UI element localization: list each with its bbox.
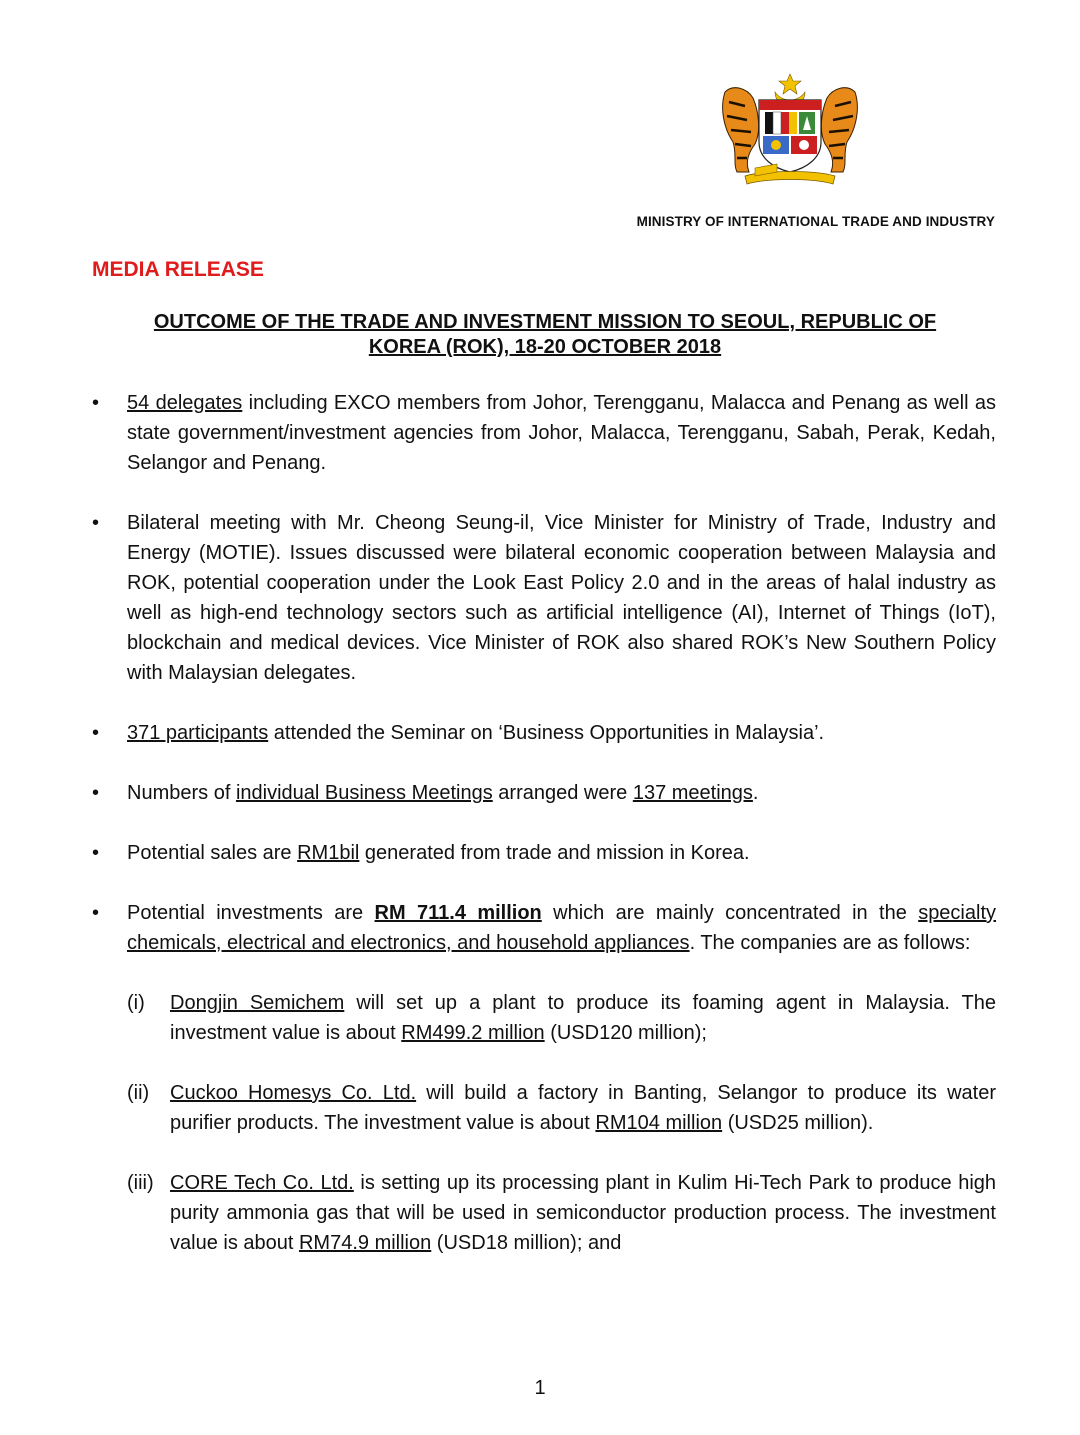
investment-value: RM74.9 million <box>298 1232 432 1254</box>
investments-text-2: which are mainly concentrated in the <box>541 902 919 924</box>
outcome-list <box>92 388 996 1258</box>
investment-value: RM499.2 million <box>401 1022 545 1044</box>
page-number: 1 <box>534 1377 546 1399</box>
meetings-text-1: Numbers of <box>127 782 236 804</box>
outcome-seminar <box>92 718 996 748</box>
release-title <box>92 310 998 360</box>
company-text-end: (USD18 million); and <box>431 1232 622 1254</box>
title-line-2: KOREA (ROK), 18-20 OCTOBER 2018 <box>368 336 722 358</box>
document-type-heading: MEDIA RELEASE <box>92 258 264 281</box>
outcome-potential-sales <box>92 838 996 868</box>
meetings-type: individual Business Meetings <box>235 782 493 804</box>
outcome-business-meetings <box>92 778 996 808</box>
investments-text-1: Potential investments are <box>127 902 375 924</box>
item-number: (ii) <box>127 1082 150 1104</box>
delegates-count: 54 delegates <box>127 392 243 414</box>
ministry-name: MINISTRY OF INTERNATIONAL TRADE AND INDUSTRY <box>636 214 995 229</box>
coat-of-arms-icon <box>715 72 865 192</box>
company-list <box>127 988 996 1258</box>
company-text-end: (USD120 million); <box>544 1022 707 1044</box>
company-name: Cuckoo Homesys Co. Ltd. <box>170 1082 417 1104</box>
seminar-text: attended the Seminar on ‘Business Opportunities in Malaysia’. <box>268 722 825 744</box>
company-name: Dongjin Semichem <box>170 992 345 1014</box>
investments-text-3: . The companies are as follows: <box>689 932 971 954</box>
company-item <box>127 1078 996 1138</box>
title-line-1: OUTCOME OF THE TRADE AND INVESTMENT MISSION TO SEOUL, REPUBLIC OF <box>153 311 937 333</box>
company-text: is setting up its processing plant in Kulim Hi-Tech Park to produce high purity ammonia gas that will be used in semiconductor production process. The investment value is about <box>170 1172 997 1254</box>
bilateral-meeting-text: Bilateral meeting with Mr. Cheong Seung-il, Vice Minister for Ministry of Trade, Industry and Energy (MOTIE). Issues discussed were bilateral economic cooperation between Malaysia and ROK, potential cooperation under the Look East Policy 2.0 and in the areas of halal industry as well as high-end technology sectors such as artificial intelligence (AI), Internet of Things (IoT), blockchain and medical devices. Vice Minister of ROK also shared ROK’s New Southern Policy with Malaysian delegates. <box>127 512 996 684</box>
sales-value: RM1bil <box>297 842 360 864</box>
item-number: (iii) <box>127 1172 154 1194</box>
company-text: will build a factory in Banting, Selangor to produce its water purifier products. The investment value is about <box>170 1082 996 1134</box>
meetings-text-2: arranged were <box>492 782 633 804</box>
company-item <box>127 1168 996 1258</box>
investment-sectors: specialty chemicals, electrical and electronics, and household appliances <box>127 902 996 954</box>
sales-text-2: generated from trade and mission in Korea. <box>359 842 750 864</box>
outcome-bilateral-meeting <box>92 508 996 688</box>
company-text-end: (USD25 million). <box>722 1112 874 1134</box>
participants-count: 371 participants <box>127 722 269 744</box>
outcome-potential-investments <box>92 898 996 1258</box>
sales-text-1: Potential sales are <box>127 842 298 864</box>
company-name: CORE Tech Co. Ltd. <box>170 1172 354 1194</box>
investment-value: RM104 million <box>595 1112 723 1134</box>
meetings-count: 137 meetings <box>632 782 753 804</box>
meetings-text-3: . <box>752 782 759 804</box>
company-text: will set up a plant to produce its foaming agent in Malaysia. The investment value is about <box>170 992 996 1044</box>
company-item <box>127 988 996 1048</box>
item-number: (i) <box>127 992 145 1014</box>
delegates-text: including EXCO members from Johor, Terengganu, Malacca and Penang as well as state government/investment agencies from Johor, Malacca, Terengganu, Sabah, Perak, Kedah, Selangor and Penang. <box>127 392 996 474</box>
investments-total: RM 711.4 million <box>374 902 542 924</box>
outcome-delegates <box>92 388 996 478</box>
